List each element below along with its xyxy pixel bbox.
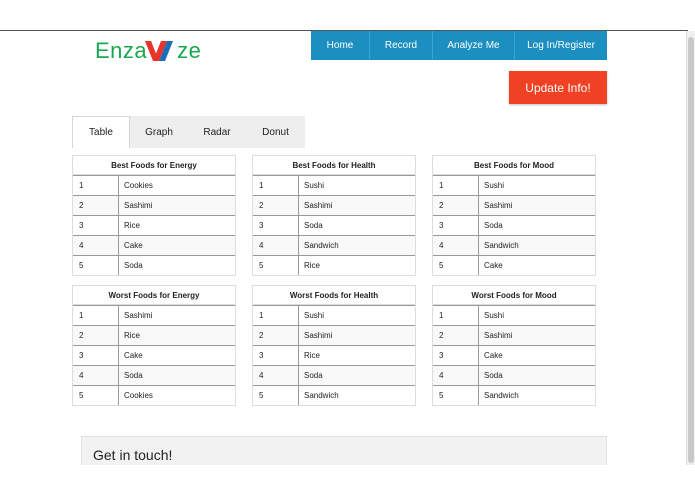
- rank-cell: 5: [433, 256, 479, 275]
- table-row: [73, 365, 235, 385]
- table-row: [433, 235, 595, 255]
- scrollbar-thumb[interactable]: [688, 37, 694, 463]
- rank-cell: 5: [73, 256, 119, 275]
- table-worst-mood: [432, 285, 596, 406]
- rank-cell: 1: [253, 306, 299, 325]
- table-row: [253, 255, 415, 275]
- food-cell: Sushi: [304, 311, 325, 320]
- rank-cell: 2: [253, 326, 299, 345]
- table-row: [433, 345, 595, 365]
- food-cell: Cookies: [124, 391, 153, 400]
- table-row: [253, 385, 415, 405]
- page-scrollbar[interactable]: [686, 31, 695, 465]
- rank-cell: 4: [433, 366, 479, 385]
- rank-cell: 3: [253, 216, 299, 235]
- rank-cell: 3: [433, 346, 479, 365]
- rank-cell: 3: [433, 216, 479, 235]
- food-cell: Sashimi: [304, 201, 333, 210]
- rank-cell: 4: [73, 366, 119, 385]
- food-cell: Soda: [124, 261, 143, 270]
- update-info-button[interactable]: Update Info!: [509, 71, 607, 104]
- food-cell: Sandwich: [304, 241, 339, 250]
- logo-text-left: Enza: [95, 38, 148, 63]
- nav-home[interactable]: Home: [311, 31, 370, 60]
- table-row: [253, 175, 415, 195]
- table-row: [73, 305, 235, 325]
- food-cell: Sushi: [484, 181, 505, 190]
- rank-cell: 4: [253, 366, 299, 385]
- food-cell: Rice: [124, 331, 141, 340]
- table-row: [433, 365, 595, 385]
- nav-login-register[interactable]: Log In/Register: [527, 40, 595, 51]
- rank-cell: 2: [433, 196, 479, 215]
- food-cell: Sushi: [304, 181, 325, 190]
- tab-donut[interactable]: Donut: [262, 126, 289, 138]
- food-cell: Sashimi: [484, 331, 513, 340]
- table-row: [253, 235, 415, 255]
- rank-cell: 2: [73, 196, 119, 215]
- food-cell: Soda: [484, 221, 503, 230]
- rank-cell: 3: [73, 346, 119, 365]
- food-cell: Rice: [304, 261, 321, 270]
- table-row: [433, 195, 595, 215]
- food-cell: Cake: [124, 241, 143, 250]
- table-row: [253, 305, 415, 325]
- rank-cell: 4: [73, 236, 119, 255]
- table-title: Best Foods for Health: [253, 156, 415, 175]
- food-cell: Sandwich: [304, 391, 339, 400]
- rank-cell: 1: [253, 176, 299, 195]
- table-row: [73, 325, 235, 345]
- food-cell: Cookies: [124, 181, 153, 190]
- rank-cell: 1: [433, 176, 479, 195]
- food-cell: Sushi: [484, 311, 505, 320]
- food-cell: Soda: [304, 371, 323, 380]
- table-title: Best Foods for Energy: [73, 156, 235, 175]
- table-row: [73, 345, 235, 365]
- rank-cell: 1: [73, 306, 119, 325]
- table-row: [73, 195, 235, 215]
- table-row: [433, 175, 595, 195]
- food-cell: Sashimi: [124, 311, 153, 320]
- tab-radar[interactable]: Radar: [203, 126, 231, 138]
- table-best-energy: [72, 155, 236, 276]
- rank-cell: 2: [253, 196, 299, 215]
- rank-cell: 4: [433, 236, 479, 255]
- food-cell: Cake: [484, 351, 503, 360]
- nav-analyze-me[interactable]: Analyze Me: [433, 31, 515, 60]
- logo-text-right: ze: [177, 38, 202, 63]
- view-tabs: [72, 116, 305, 148]
- table-row: [253, 345, 415, 365]
- rank-cell: 5: [253, 256, 299, 275]
- food-cell: Sashimi: [484, 201, 513, 210]
- viewport-bottom: [0, 465, 695, 494]
- main-nav: [311, 31, 607, 60]
- table-row: [73, 255, 235, 275]
- food-cell: Soda: [124, 371, 143, 380]
- table-row: [253, 195, 415, 215]
- table-row: [433, 215, 595, 235]
- table-row: [433, 255, 595, 275]
- table-worst-energy: [72, 285, 236, 406]
- rank-cell: 3: [253, 346, 299, 365]
- food-cell: Soda: [484, 371, 503, 380]
- logo-mark-icon: [145, 39, 179, 63]
- rank-cell: 3: [73, 216, 119, 235]
- rank-cell: 5: [73, 386, 119, 405]
- food-cell: Sashimi: [124, 201, 153, 210]
- rank-cell: 2: [73, 326, 119, 345]
- food-cell: Rice: [304, 351, 321, 360]
- table-title: Worst Foods for Energy: [73, 286, 235, 305]
- food-cell: Soda: [304, 221, 323, 230]
- rank-cell: 5: [433, 386, 479, 405]
- table-row: [433, 325, 595, 345]
- rank-cell: 5: [253, 386, 299, 405]
- table-row: [73, 175, 235, 195]
- table-row: [73, 235, 235, 255]
- contact-title: Get in touch!: [93, 447, 173, 463]
- food-cell: Sashimi: [304, 331, 333, 340]
- table-row: [253, 365, 415, 385]
- nav-record[interactable]: Record: [370, 31, 433, 60]
- rank-cell: 1: [433, 306, 479, 325]
- table-row: [253, 325, 415, 345]
- rank-cell: 2: [433, 326, 479, 345]
- food-cell: Rice: [124, 221, 141, 230]
- food-cell: Cake: [484, 261, 503, 270]
- table-row: [433, 385, 595, 405]
- table-best-health: [252, 155, 416, 276]
- food-cell: Sandwich: [484, 241, 519, 250]
- tab-graph[interactable]: Graph: [145, 126, 173, 138]
- food-cell: Cake: [124, 351, 143, 360]
- rank-cell: 1: [73, 176, 119, 195]
- rank-cell: 4: [253, 236, 299, 255]
- food-cell: Sandwich: [484, 391, 519, 400]
- table-title: Best Foods for Mood: [433, 156, 595, 175]
- table-row: [433, 305, 595, 325]
- table-title: Worst Foods for Health: [253, 286, 415, 305]
- table-row: [253, 215, 415, 235]
- table-worst-health: [252, 285, 416, 406]
- table-row: [73, 385, 235, 405]
- table-title: Worst Foods for Mood: [433, 286, 595, 305]
- table-row: [73, 215, 235, 235]
- tab-table[interactable]: Table: [72, 116, 130, 148]
- table-best-mood: [432, 155, 596, 276]
- logo[interactable]: [95, 38, 201, 64]
